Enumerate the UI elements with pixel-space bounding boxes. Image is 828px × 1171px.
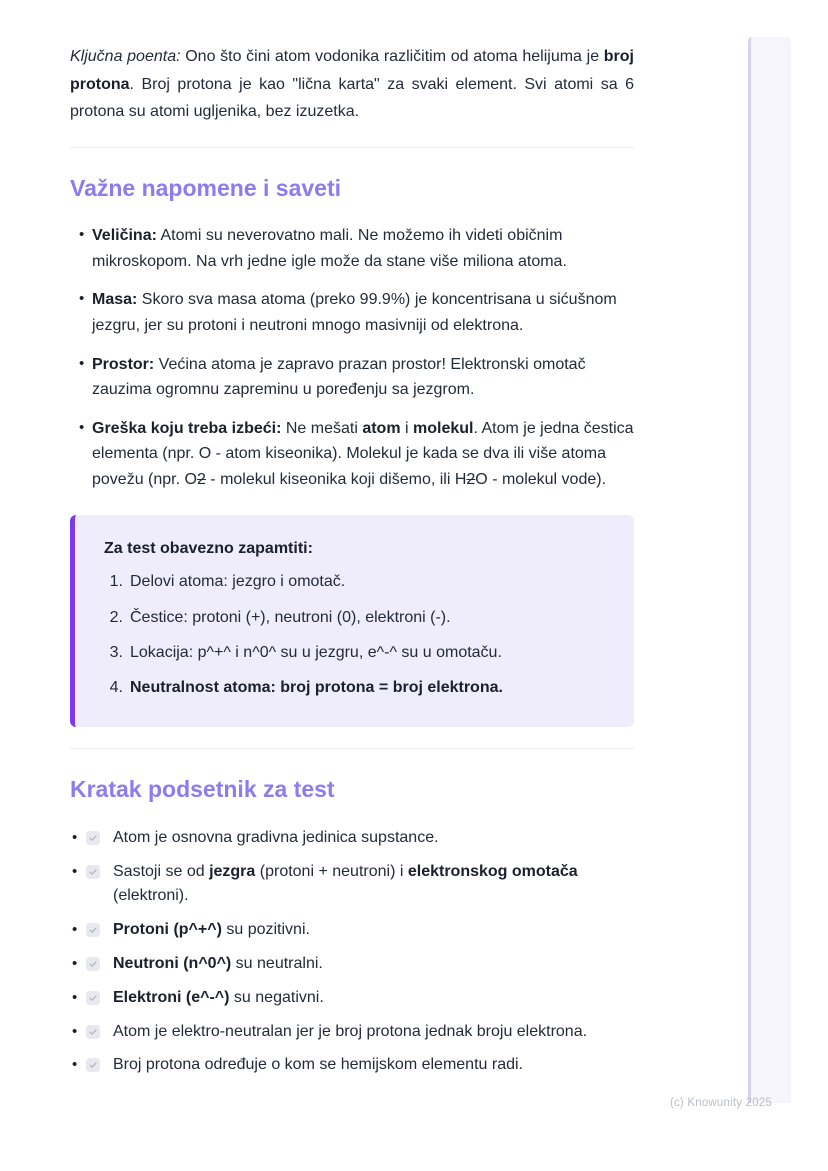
text-segment: (protoni + neutroni) i xyxy=(255,862,408,880)
checkbox-checked-icon[interactable] xyxy=(86,1058,100,1072)
bullet-dot-icon: • xyxy=(79,354,85,372)
bullet-dot-icon: • xyxy=(79,418,85,436)
list-item xyxy=(70,416,634,493)
test-callout-box xyxy=(70,515,634,727)
checkbox-checked-icon[interactable] xyxy=(86,865,100,879)
checklist-item-text xyxy=(113,952,634,977)
list-item-text xyxy=(130,641,604,664)
list-item-text xyxy=(92,287,634,338)
text-segment: jezgra xyxy=(209,862,256,880)
bullet-dot-icon: • xyxy=(72,955,78,973)
text-segment: elektronskog omotača xyxy=(407,862,578,880)
checklist-item-text xyxy=(113,918,634,943)
checkbox-checked-icon[interactable] xyxy=(86,1025,100,1039)
text-segment: Lokacija: p^+^ i n^0^ su u jezgru, e^-^ su u omotaču. xyxy=(130,643,502,661)
text-segment: Sastoji se od xyxy=(113,862,210,880)
text-segment: i xyxy=(400,419,414,437)
section-divider xyxy=(70,748,634,749)
numbered-list-item xyxy=(104,606,604,629)
list-item-text xyxy=(92,416,634,493)
text-segment: broj protona xyxy=(70,48,634,93)
bullet-dot-icon: • xyxy=(72,828,78,846)
list-item-number: 4. xyxy=(109,679,123,697)
text-segment: Delovi atoma: jezgro i omotač. xyxy=(130,573,346,591)
checklist-item xyxy=(70,1020,634,1045)
text-segment: su pozitivni. xyxy=(221,921,310,939)
list-item-number: 2. xyxy=(109,608,123,626)
list-item-number: 3. xyxy=(109,643,123,661)
text-segment: Većina atoma je zapravo prazan prostor! Elektronski omotač zauzima ogromnu zapreminu u poređenju sa jezgrom. xyxy=(92,355,586,399)
text-segment: Ono što čini atom vodonika različitim od atoma helijuma je xyxy=(180,48,604,65)
checklist-item xyxy=(70,918,634,943)
section-divider xyxy=(70,147,634,148)
bullet-dot-icon: • xyxy=(72,862,78,880)
checklist-item xyxy=(70,986,634,1011)
next-page-edge xyxy=(748,37,791,1103)
list-item xyxy=(70,223,634,274)
checkbox-checked-icon[interactable] xyxy=(86,831,100,845)
text-segment: O - molekul vode). xyxy=(475,470,607,488)
text-segment: (elektroni). xyxy=(113,887,189,905)
list-item-text xyxy=(92,352,634,403)
numbered-list-item xyxy=(104,641,604,664)
key-point-paragraph xyxy=(70,43,634,126)
bullet-dot-icon: • xyxy=(72,1022,78,1040)
list-item-text xyxy=(92,223,634,274)
bullet-dot-icon: • xyxy=(72,921,78,939)
checklist-item xyxy=(70,952,634,977)
text-segment: 2 xyxy=(466,470,476,488)
bullet-dot-icon: • xyxy=(79,290,85,308)
text-segment: Masa: xyxy=(92,291,138,309)
text-segment: 2 xyxy=(196,470,206,488)
checkbox-checked-icon[interactable] xyxy=(86,991,100,1005)
text-segment: Protoni (p^+^) xyxy=(113,921,222,939)
checklist-item xyxy=(70,860,634,910)
text-segment: . Atom je jedna čestica elementa (npr. O - atom kiseonika). Molekul je kada se dva ili više atoma povežu (npr. O xyxy=(92,419,634,488)
checkbox-checked-icon[interactable] xyxy=(86,957,100,971)
text-segment: Prostor: xyxy=(92,355,155,373)
text-segment: Broj protona određuje o kom se hemijskom elementu radi. xyxy=(113,1056,523,1074)
text-segment: Neutralnost atoma: broj protona = broj elektrona. xyxy=(130,679,503,697)
list-item-text xyxy=(130,570,604,593)
text-segment: Ne mešati xyxy=(281,419,363,437)
text-segment: Atomi su neverovatno mali. Ne možemo ih videti običnim mikroskopom. Na vrh jedne igle može da stane više miliona atoma. xyxy=(92,227,567,270)
bullet-dot-icon: • xyxy=(79,226,85,244)
text-segment: molekul xyxy=(413,419,474,437)
text-segment: Elektroni (e^-^) xyxy=(113,988,230,1006)
bullet-dot-icon: • xyxy=(72,1056,78,1074)
checkbox-checked-icon[interactable] xyxy=(86,923,100,937)
text-segment: Veličina: xyxy=(92,227,157,245)
checklist-item-text xyxy=(113,1020,634,1045)
checklist-item-text xyxy=(113,986,634,1011)
checklist-item-text xyxy=(113,860,634,910)
text-segment: - molekul kiseonika koji dišemo, ili H xyxy=(205,470,467,488)
text-segment: atom xyxy=(362,419,401,437)
text-segment: su negativni. xyxy=(229,988,324,1006)
page-content xyxy=(70,43,634,1078)
numbered-list-item xyxy=(104,570,604,593)
list-item-text xyxy=(130,606,604,629)
callout-title: Za test obavezno zapamtiti: xyxy=(104,540,313,558)
callout-numbered-list xyxy=(104,570,604,699)
text-segment: Neutroni (n^0^) xyxy=(113,955,232,973)
list-item-text xyxy=(130,676,604,699)
bullet-dot-icon: • xyxy=(72,988,78,1006)
section-title-recap: Kratak podsetnik za test xyxy=(70,776,335,803)
list-item-number: 1. xyxy=(109,573,123,591)
text-segment: Skoro sva masa atoma (preko 99.9%) je koncentrisana u sićušnom jezgru, jer su protoni i neutroni mnogo masivniji od elektrona. xyxy=(92,291,617,334)
checklist-item-text xyxy=(113,1053,634,1078)
numbered-list-item xyxy=(104,676,604,699)
text-segment: Čestice: protoni (+), neutroni (0), elektroni (-). xyxy=(130,608,451,626)
checklist-item xyxy=(70,1053,634,1078)
recap-checklist xyxy=(70,826,634,1078)
list-item xyxy=(70,352,634,403)
text-segment: Atom je elektro-neutralan jer je broj protona jednak broju elektrona. xyxy=(113,1022,588,1040)
text-segment: su neutralni. xyxy=(231,955,323,973)
checklist-item-text xyxy=(113,826,634,851)
list-item xyxy=(70,287,634,338)
copyright-text: (c) Knowunity 2025 xyxy=(669,1097,772,1109)
text-segment: Greška koju treba izbeći: xyxy=(92,419,282,437)
section-title-notes: Važne napomene i saveti xyxy=(70,174,342,201)
notes-bullet-list xyxy=(70,223,634,492)
text-segment: Ključna poenta: xyxy=(70,48,181,65)
text-segment: Atom je osnovna gradivna jedinica supstance. xyxy=(113,828,439,846)
text-segment: . Broj protona je kao "lična karta" za svaki element. Svi atomi sa 6 protona su atomi ugljenika, bez izuzetka. xyxy=(70,75,634,121)
checklist-item xyxy=(70,826,634,851)
